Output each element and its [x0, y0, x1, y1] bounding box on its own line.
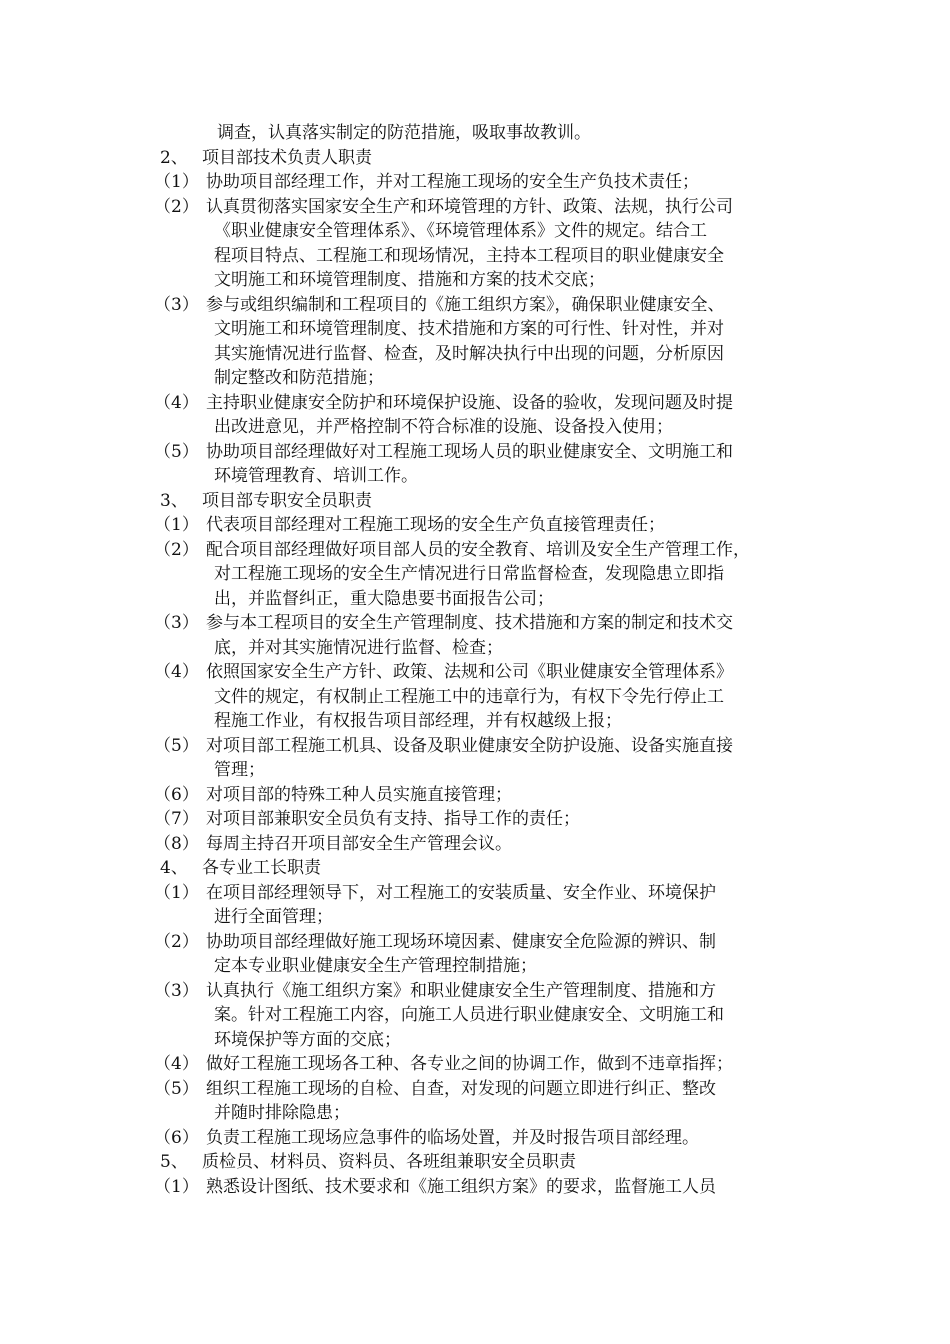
item-number: （2）	[154, 931, 199, 952]
item-continuation: 文明施工和环境管理制度、措施和方案的技术交底；	[214, 270, 605, 290]
item-number: （3）	[154, 980, 199, 1001]
item-continuation: 对工程施工现场的安全生产情况进行日常监督检查，发现隐患立即指	[214, 564, 724, 584]
item-continuation: 程项目特点、工程施工和现场情况，主持本工程项目的职业健康安全	[214, 245, 724, 266]
item-text: 主持职业健康安全防护和环境保护设施、设备的验收，发现问题及时提	[206, 392, 733, 413]
item-text: 每周主持召开项目部安全生产管理会议。	[206, 833, 512, 854]
item-text: 负责工程施工现场应急事件的临场处置，并及时报告项目部经理。	[206, 1127, 699, 1148]
item-continuation: 文件的规定，有权制止工程施工中的违章行为，有权下令先行停止工	[214, 686, 724, 707]
item-number: （7）	[154, 809, 199, 829]
list-item	[154, 195, 820, 220]
item-text: 认真执行《施工组织方案》和职业健康安全生产管理制度、措施和方	[206, 980, 716, 1001]
list-item	[154, 513, 820, 538]
item-continuation: 程施工作业，有权报告项目部经理，并有权越级上报；	[214, 711, 622, 731]
list-item	[154, 1175, 820, 1200]
item-text: 代表项目部经理对工程施工现场的安全生产负直接管理责任；	[206, 515, 665, 535]
item-text: 对项目部的特殊工种人员实施直接管理；	[206, 784, 512, 805]
item-number: （1）	[154, 1176, 199, 1197]
item-text: 认真贯彻落实国家安全生产和环境管理的方针、政策、法规，执行公司	[206, 196, 733, 217]
list-item	[154, 832, 820, 857]
item-text: 协助项目部经理工作，并对工程施工现场的安全生产负技术责任；	[206, 172, 699, 192]
section-heading	[160, 489, 820, 514]
item-number: （6）	[154, 1127, 199, 1148]
section-title: 项目部技术负责人职责	[202, 147, 372, 168]
item-text: 参与或组织编制和工程项目的《施工组织方案》，确保职业健康安全、	[206, 294, 725, 315]
list-item	[154, 807, 820, 832]
section-title: 各专业工长职责	[202, 858, 321, 878]
item-continuation: 环境管理教育、培训工作。	[214, 466, 418, 486]
list-item	[154, 734, 820, 759]
list-item	[154, 391, 820, 416]
document-body	[154, 121, 820, 1199]
item-continuation: 其实施情况进行监督、检查，及时解决执行中出现的问题，分析原因	[214, 343, 724, 364]
item-text: 组织工程施工现场的自检、自查，对发现的问题立即进行纠正、整改	[206, 1078, 716, 1099]
list-item	[154, 611, 820, 636]
item-continuation: 文明施工和环境管理制度、技术措施和方案的可行性、针对性，并对	[214, 319, 724, 339]
section-title: 质检员、材料员、资料员、各班组兼职安全员职责	[202, 1152, 576, 1172]
section-title: 项目部专职安全员职责	[202, 490, 372, 511]
item-number: （8）	[154, 833, 199, 854]
intro-continuation: 调查，认真落实制定的防范措施，吸取事故教训。	[217, 123, 591, 143]
item-number: （6）	[154, 784, 199, 805]
list-item	[154, 538, 820, 563]
item-continuation: 案。针对工程施工内容，向施工人员进行职业健康安全、文明施工和	[214, 1005, 724, 1025]
item-text: 对项目部工程施工机具、设备及职业健康安全防护设施、设备实施直接	[206, 735, 733, 756]
item-continuation: 底，并对其实施情况进行监督、检查；	[214, 637, 503, 658]
section-number: 2、	[160, 147, 188, 168]
section-number: 3、	[160, 490, 188, 511]
item-continuation: 定本专业职业健康安全生产管理控制措施；	[214, 956, 537, 976]
item-continuation: 并随时排除隐患；	[214, 1103, 350, 1123]
item-text: 协助项目部经理做好对工程施工现场人员的职业健康安全、文明施工和	[206, 441, 733, 462]
list-item	[154, 930, 820, 955]
item-number: （2）	[154, 196, 199, 217]
item-text: 参与本工程项目的安全生产管理制度、技术措施和方案的制定和技术交	[206, 613, 733, 633]
list-item	[154, 1077, 820, 1102]
item-number: （4）	[154, 1054, 199, 1074]
list-item	[154, 170, 820, 195]
item-text: 熟悉设计图纸、技术要求和《施工组织方案》的要求，监督施工人员	[206, 1176, 716, 1197]
section-heading	[160, 146, 820, 171]
item-continuation: 出，并监督纠正，重大隐患要书面报告公司；	[214, 588, 554, 609]
list-item	[154, 440, 820, 465]
item-number: （1）	[154, 172, 199, 192]
item-text: 对项目部兼职安全员负有支持、指导工作的责任；	[206, 809, 580, 829]
list-item	[154, 979, 820, 1004]
item-continuation: 制定整改和防范措施；	[214, 368, 384, 388]
list-item	[154, 783, 820, 808]
section-heading	[160, 856, 820, 881]
item-number: （4）	[154, 662, 199, 682]
item-number: （3）	[154, 613, 199, 633]
item-number: （1）	[154, 515, 199, 535]
section-number: 4、	[160, 858, 188, 878]
item-number: （2）	[154, 539, 199, 560]
list-item	[154, 660, 820, 685]
list-item	[154, 293, 820, 318]
list-item	[154, 881, 820, 906]
item-number: （3）	[154, 294, 199, 315]
item-continuation: 出改进意见，并严格控制不符合标准的设施、设备投入使用；	[214, 417, 673, 437]
item-text: 协助项目部经理做好施工现场环境因素、健康安全危险源的辨识、制	[206, 931, 716, 952]
item-continuation: 《职业健康安全管理体系》、《环境管理体系》文件的规定。结合工	[214, 221, 707, 241]
list-item	[154, 1052, 820, 1077]
list-item	[154, 1126, 820, 1151]
item-continuation: 环境保护等方面的交底；	[214, 1029, 401, 1050]
item-text: 依照国家安全生产方针、政策、法规和公司《职业健康安全管理体系》	[206, 662, 733, 682]
item-text: 在项目部经理领导下，对工程施工的安装质量、安全作业、环境保护	[206, 882, 716, 903]
section-heading	[160, 1150, 820, 1175]
item-text: 做好工程施工现场各工种、各专业之间的协调工作，做到不违章指挥；	[206, 1054, 733, 1074]
item-number: （5）	[154, 1078, 199, 1099]
item-number: （1）	[154, 882, 199, 903]
item-continuation: 进行全面管理；	[214, 907, 333, 927]
item-continuation: 管理；	[214, 760, 265, 780]
item-number: （5）	[154, 441, 199, 462]
item-text: 配合项目部经理做好项目部人员的安全教育、培训及安全生产管理工作，	[206, 539, 750, 560]
item-number: （5）	[154, 735, 199, 756]
section-number: 5、	[160, 1152, 188, 1172]
item-number: （4）	[154, 392, 199, 413]
